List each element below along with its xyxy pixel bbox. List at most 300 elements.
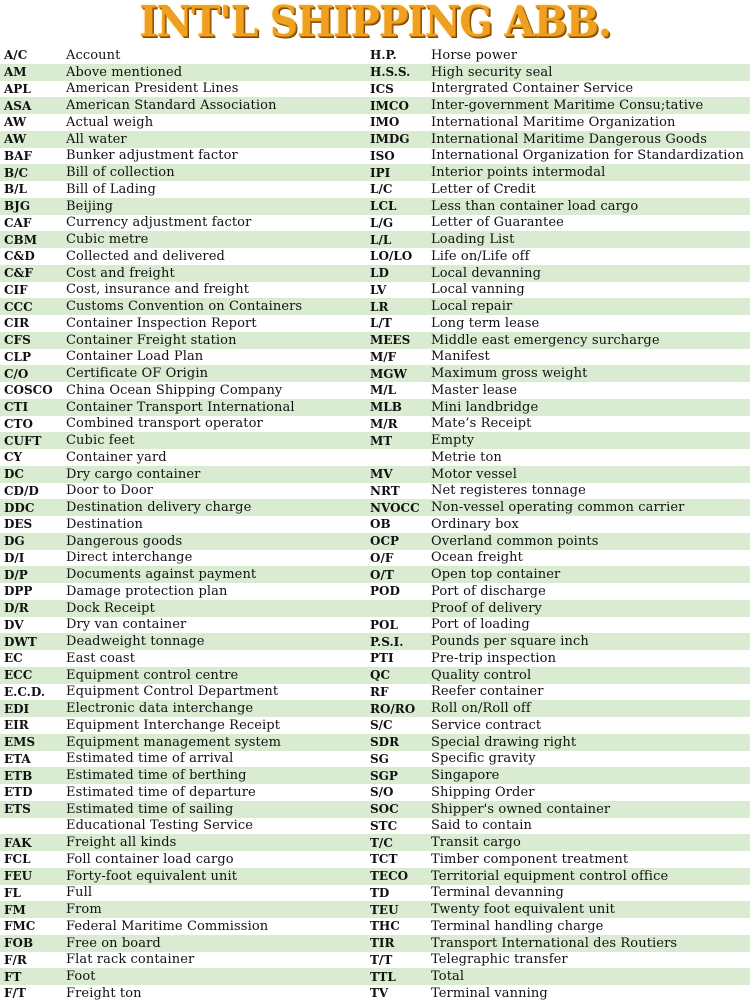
abbreviation-meaning: Horse power bbox=[431, 47, 518, 63]
abbreviation-row bbox=[366, 231, 750, 248]
abbreviation-code: POL bbox=[370, 617, 398, 632]
abbreviation-code: FMC bbox=[4, 919, 36, 934]
abbreviation-code: EC bbox=[4, 651, 23, 666]
abbreviation-row bbox=[0, 164, 374, 181]
abbreviation-code: CY bbox=[4, 450, 23, 465]
abbreviation-meaning: Account bbox=[66, 47, 121, 63]
abbreviation-row bbox=[366, 114, 750, 131]
abbreviation-code: CD/D bbox=[4, 483, 39, 498]
abbreviation-meaning: Dock Receipt bbox=[66, 600, 155, 616]
abbreviation-meaning: Roll on/Roll off bbox=[431, 701, 531, 717]
abbreviation-meaning: Freight ton bbox=[66, 985, 142, 1001]
abbreviation-meaning: Customs Convention on Containers bbox=[66, 299, 303, 315]
abbreviation-meaning: International Maritime Organization bbox=[431, 114, 676, 130]
abbreviation-row bbox=[0, 633, 374, 650]
abbreviation-row bbox=[0, 248, 374, 265]
abbreviation-meaning: American Standard Association bbox=[66, 98, 277, 114]
abbreviation-meaning: Forty-foot equivalent unit bbox=[66, 868, 238, 884]
abbreviation-meaning: Federal Maritime Commission bbox=[66, 918, 269, 934]
abbreviation-code: TECO bbox=[370, 869, 409, 884]
abbreviation-code: CIR bbox=[4, 316, 30, 331]
abbreviation-meaning: Ocean freight bbox=[431, 550, 523, 566]
abbreviation-code: L/C bbox=[370, 182, 393, 197]
abbreviation-code: FAK bbox=[4, 835, 32, 850]
abbreviation-code: CTO bbox=[4, 416, 33, 431]
abbreviation-meaning: Cubic metre bbox=[66, 232, 149, 248]
abbreviation-code: DC bbox=[4, 467, 24, 482]
abbreviation-meaning: Bunker adjustment factor bbox=[66, 148, 238, 164]
abbreviation-code: OCP bbox=[370, 534, 400, 549]
abbreviation-meaning: Collected and delivered bbox=[66, 248, 225, 264]
abbreviation-row bbox=[366, 382, 750, 399]
abbreviation-meaning: Transit cargo bbox=[431, 835, 521, 851]
abbreviation-code: M/F bbox=[370, 349, 397, 364]
abbreviation-code: NRT bbox=[370, 483, 400, 498]
abbreviation-code: OB bbox=[370, 517, 391, 532]
abbreviation-row bbox=[366, 700, 750, 717]
abbreviation-meaning: Dry van container bbox=[66, 617, 187, 633]
abbreviation-code: LD bbox=[370, 266, 389, 281]
abbreviation-code: PTI bbox=[370, 651, 394, 666]
abbreviation-code: C&F bbox=[4, 266, 33, 281]
abbreviation-row bbox=[0, 114, 374, 131]
abbreviation-meaning: From bbox=[66, 902, 102, 918]
abbreviation-row bbox=[0, 315, 374, 332]
abbreviation-row bbox=[0, 47, 374, 64]
abbreviation-meaning: Flat rack container bbox=[66, 952, 195, 968]
abbreviation-meaning: Shipping Order bbox=[431, 784, 535, 800]
abbreviation-code: D/R bbox=[4, 601, 29, 616]
abbreviation-meaning: Timber component treatment bbox=[431, 851, 629, 867]
abbreviation-code: H.S.S. bbox=[370, 65, 411, 80]
abbreviation-meaning: Proof of delivery bbox=[431, 600, 542, 616]
abbreviation-code: MEES bbox=[370, 333, 411, 348]
abbreviation-meaning: Terminal devanning bbox=[431, 885, 564, 901]
abbreviation-code: E.C.D. bbox=[4, 684, 45, 699]
abbreviation-row bbox=[366, 248, 750, 265]
abbreviation-row bbox=[366, 81, 750, 98]
abbreviation-row bbox=[0, 399, 374, 416]
abbreviation-meaning: Foll container load cargo bbox=[66, 851, 234, 867]
abbreviation-meaning: Currency adjustment factor bbox=[66, 215, 252, 231]
abbreviation-code: S/O bbox=[370, 785, 394, 800]
abbreviation-meaning: Quality control bbox=[431, 667, 532, 683]
abbreviation-code: ICS bbox=[370, 81, 394, 96]
abbreviation-code: SGP bbox=[370, 768, 398, 783]
abbreviation-row bbox=[366, 97, 750, 114]
abbreviation-code: BJG bbox=[4, 199, 31, 214]
abbreviation-code: STC bbox=[370, 818, 398, 833]
abbreviation-row bbox=[0, 416, 374, 433]
abbreviation-row bbox=[366, 64, 750, 81]
abbreviation-meaning: Letter of Credit bbox=[431, 181, 536, 197]
abbreviation-row bbox=[0, 466, 374, 483]
abbreviation-meaning: Estimated time of sailing bbox=[66, 801, 234, 817]
abbreviation-meaning: Manifest bbox=[431, 349, 490, 365]
abbreviation-meaning: Life on/Life off bbox=[431, 248, 530, 264]
abbreviation-row bbox=[0, 332, 374, 349]
abbreviation-meaning: Transport International des Routiers bbox=[431, 935, 678, 951]
abbreviation-row bbox=[0, 767, 374, 784]
abbreviation-code: SG bbox=[370, 751, 389, 766]
abbreviation-meaning: Specific gravity bbox=[431, 751, 536, 767]
abbreviation-code: BAF bbox=[4, 148, 32, 163]
abbreviation-row bbox=[0, 432, 374, 449]
abbreviation-row bbox=[0, 282, 374, 299]
abbreviation-meaning: Electronic data interchange bbox=[66, 701, 254, 717]
abbreviation-code: TD bbox=[370, 885, 390, 900]
abbreviation-row bbox=[0, 751, 374, 768]
abbreviation-code: COSCO bbox=[4, 383, 53, 398]
abbreviation-row bbox=[0, 885, 374, 902]
abbreviation-row bbox=[0, 583, 374, 600]
abbreviation-row bbox=[366, 332, 750, 349]
abbreviation-meaning: American President Lines bbox=[66, 81, 239, 97]
abbreviation-code: DDC bbox=[4, 500, 35, 515]
abbreviation-code: CAF bbox=[4, 215, 32, 230]
abbreviation-code: FM bbox=[4, 902, 26, 917]
abbreviation-row bbox=[366, 298, 750, 315]
abbreviation-code: MGW bbox=[370, 366, 408, 381]
abbreviation-code: SOC bbox=[370, 802, 399, 817]
abbreviation-meaning: Cubic feet bbox=[66, 433, 135, 449]
abbreviation-meaning: Full bbox=[66, 885, 93, 901]
abbreviation-code: FL bbox=[4, 885, 21, 900]
abbreviation-meaning: Container Inspection Report bbox=[66, 315, 257, 331]
abbreviation-row bbox=[0, 148, 374, 165]
abbreviation-code: T/C bbox=[370, 835, 393, 850]
abbreviation-code: CBM bbox=[4, 232, 37, 247]
abbreviation-code: POD bbox=[370, 584, 400, 599]
abbreviation-code: T/T bbox=[370, 952, 393, 967]
abbreviation-row bbox=[0, 784, 374, 801]
abbreviation-code: ISO bbox=[370, 148, 395, 163]
abbreviation-code: CIF bbox=[4, 282, 28, 297]
abbreviation-meaning: Empty bbox=[431, 433, 475, 449]
abbreviation-code: MT bbox=[370, 433, 393, 448]
abbreviation-meaning: Shipper's owned container bbox=[431, 801, 611, 817]
abbreviation-code: P.S.I. bbox=[370, 634, 404, 649]
abbreviation-code: O/T bbox=[370, 567, 394, 582]
abbreviation-meaning: Estimated time of berthing bbox=[66, 768, 247, 784]
abbreviation-code: FEU bbox=[4, 869, 33, 884]
abbreviation-meaning: Motor vessel bbox=[431, 466, 517, 482]
abbreviation-code: AM bbox=[4, 65, 27, 80]
abbreviation-meaning: Overland common points bbox=[431, 533, 599, 549]
abbreviation-meaning: Pounds per square inch bbox=[431, 634, 589, 650]
abbreviation-row bbox=[0, 483, 374, 500]
abbreviation-row bbox=[0, 600, 374, 617]
abbreviation-meaning: Port of discharge bbox=[431, 583, 546, 599]
abbreviation-row bbox=[0, 818, 374, 835]
abbreviation-meaning: Local devanning bbox=[431, 265, 541, 281]
abbreviation-row bbox=[0, 650, 374, 667]
abbreviation-row bbox=[0, 617, 374, 634]
abbreviation-meaning: Open top container bbox=[431, 567, 561, 583]
abbreviation-code: SDR bbox=[370, 735, 400, 750]
abbreviation-row bbox=[0, 181, 374, 198]
abbreviation-meaning: International Maritime Dangerous Goods bbox=[431, 131, 707, 147]
abbreviation-row bbox=[366, 566, 750, 583]
abbreviation-code: L/G bbox=[370, 215, 394, 230]
abbreviation-row bbox=[366, 516, 750, 533]
abbreviation-meaning: Bill of collection bbox=[66, 165, 175, 181]
abbreviation-meaning: Port of loading bbox=[431, 617, 530, 633]
abbreviation-meaning: Terminal vanning bbox=[431, 985, 548, 1001]
abbreviation-row bbox=[366, 851, 750, 868]
abbreviation-row bbox=[0, 215, 374, 232]
abbreviation-meaning: Door to Door bbox=[66, 483, 154, 499]
abbreviation-meaning: Non-vessel operating common carrier bbox=[431, 500, 685, 516]
abbreviation-row bbox=[366, 633, 750, 650]
abbreviation-row bbox=[366, 918, 750, 935]
abbreviation-code: L/T bbox=[370, 316, 392, 331]
abbreviation-row bbox=[366, 533, 750, 550]
abbreviation-meaning: International Organization for Standardization bbox=[431, 148, 744, 164]
abbreviation-meaning: All water bbox=[66, 131, 127, 147]
abbreviation-code: O/F bbox=[370, 550, 394, 565]
abbreviation-row bbox=[366, 968, 750, 985]
abbreviation-row bbox=[0, 667, 374, 684]
abbreviation-row bbox=[0, 801, 374, 818]
abbreviation-code: IPI bbox=[370, 165, 391, 180]
abbreviation-meaning: Less than container load cargo bbox=[431, 198, 639, 214]
abbreviation-row bbox=[366, 734, 750, 751]
abbreviation-meaning: Middle east emergency surcharge bbox=[431, 332, 660, 348]
abbreviation-row bbox=[0, 834, 374, 851]
abbreviation-code: CUFT bbox=[4, 433, 42, 448]
abbreviation-meaning: Local vanning bbox=[431, 282, 525, 298]
abbreviation-meaning: Reefer container bbox=[431, 684, 544, 700]
abbreviation-code: QC bbox=[370, 668, 391, 683]
abbreviation-code: NVOCC bbox=[370, 500, 420, 515]
abbreviation-code: LO/LO bbox=[370, 249, 413, 264]
abbreviation-code: MLB bbox=[370, 400, 402, 415]
abbreviation-row bbox=[366, 399, 750, 416]
abbreviation-row bbox=[366, 985, 750, 1002]
abbreviation-code: M/R bbox=[370, 416, 398, 431]
abbreviation-row bbox=[0, 851, 374, 868]
abbreviation-meaning: Service contract bbox=[431, 717, 542, 733]
abbreviation-code: D/P bbox=[4, 567, 28, 582]
abbreviation-meaning: Estimated time of arrival bbox=[66, 751, 234, 767]
abbreviation-meaning: Mini landbridge bbox=[431, 399, 539, 415]
abbreviation-code: ETA bbox=[4, 751, 31, 766]
abbreviation-row bbox=[366, 868, 750, 885]
abbreviation-row bbox=[366, 432, 750, 449]
abbreviation-meaning: Pre-trip inspection bbox=[431, 650, 557, 666]
abbreviation-row bbox=[366, 667, 750, 684]
abbreviation-row bbox=[366, 784, 750, 801]
abbreviation-row bbox=[366, 550, 750, 567]
abbreviation-code: DPP bbox=[4, 584, 33, 599]
abbreviation-code: THC bbox=[370, 919, 400, 934]
abbreviation-row bbox=[366, 265, 750, 282]
abbreviation-meaning: Inter-government Maritime Consu;tative bbox=[431, 98, 704, 114]
abbreviation-row bbox=[0, 985, 374, 1002]
abbreviation-meaning: Terminal handling charge bbox=[431, 918, 604, 934]
abbreviation-code: AW bbox=[4, 132, 27, 147]
abbreviation-row bbox=[366, 47, 750, 64]
abbreviation-row bbox=[366, 885, 750, 902]
abbreviation-meaning: Foot bbox=[66, 969, 96, 985]
abbreviation-code: IMCO bbox=[370, 98, 409, 113]
abbreviation-code: A/C bbox=[4, 48, 28, 63]
abbreviation-code: ECC bbox=[4, 668, 33, 683]
abbreviation-code: IMO bbox=[370, 115, 400, 130]
abbreviation-row bbox=[0, 349, 374, 366]
left-abbreviation-column bbox=[0, 47, 374, 1002]
abbreviation-row bbox=[366, 198, 750, 215]
abbreviation-row bbox=[366, 801, 750, 818]
abbreviation-meaning: Cost, insurance and freight bbox=[66, 282, 250, 298]
abbreviation-row bbox=[0, 968, 374, 985]
abbreviation-code: TCT bbox=[370, 852, 398, 867]
abbreviation-code: RF bbox=[370, 684, 389, 699]
abbreviation-meaning: Damage protection plan bbox=[66, 583, 228, 599]
abbreviation-meaning: Beijing bbox=[66, 198, 113, 214]
abbreviation-code: F/T bbox=[4, 986, 26, 1001]
abbreviation-row bbox=[0, 533, 374, 550]
abbreviation-row bbox=[0, 700, 374, 717]
abbreviation-meaning: Equipment Interchange Receipt bbox=[66, 717, 281, 733]
abbreviation-meaning: Singapore bbox=[431, 768, 500, 784]
abbreviation-code: LV bbox=[370, 282, 387, 297]
abbreviation-code: H.P. bbox=[370, 48, 397, 63]
abbreviation-meaning: Destination delivery charge bbox=[66, 500, 252, 516]
abbreviation-code: FCL bbox=[4, 852, 31, 867]
abbreviation-code: IMDG bbox=[370, 132, 410, 147]
abbreviation-code: DWT bbox=[4, 634, 37, 649]
abbreviation-meaning: Documents against payment bbox=[66, 567, 257, 583]
abbreviation-meaning: Freight all kinds bbox=[66, 835, 177, 851]
abbreviation-meaning: Interior points intermodal bbox=[431, 165, 606, 181]
abbreviation-row bbox=[366, 767, 750, 784]
abbreviation-meaning: Actual weigh bbox=[66, 114, 154, 130]
abbreviation-meaning: Free on board bbox=[66, 935, 161, 951]
abbreviation-row bbox=[0, 298, 374, 315]
abbreviation-row bbox=[366, 483, 750, 500]
abbreviation-row bbox=[366, 449, 750, 466]
abbreviation-code: EMS bbox=[4, 735, 36, 750]
abbreviation-meaning: East coast bbox=[66, 650, 136, 666]
abbreviation-code: LCL bbox=[370, 199, 397, 214]
abbreviation-code: M/L bbox=[370, 383, 397, 398]
abbreviation-code: MV bbox=[370, 467, 393, 482]
abbreviation-row bbox=[366, 215, 750, 232]
abbreviation-meaning: Master lease bbox=[431, 382, 518, 398]
abbreviation-meaning: Said to contain bbox=[431, 818, 532, 834]
abbreviation-code: F/R bbox=[4, 952, 27, 967]
abbreviation-meaning: Territorial equipment control office bbox=[431, 868, 669, 884]
abbreviation-code: S/C bbox=[370, 718, 393, 733]
abbreviation-code: D/I bbox=[4, 550, 25, 565]
abbreviation-row bbox=[366, 315, 750, 332]
abbreviation-code: FT bbox=[4, 969, 22, 984]
abbreviation-meaning: Letter of Guarantee bbox=[431, 215, 564, 231]
abbreviation-code: L/L bbox=[370, 232, 392, 247]
abbreviation-meaning: Above mentioned bbox=[66, 64, 183, 80]
abbreviation-row bbox=[366, 131, 750, 148]
abbreviation-row bbox=[366, 282, 750, 299]
abbreviation-meaning: Container Transport International bbox=[66, 399, 295, 415]
abbreviation-row bbox=[0, 566, 374, 583]
abbreviation-code: FOB bbox=[4, 936, 34, 951]
abbreviation-meaning: Dry cargo container bbox=[66, 466, 201, 482]
abbreviation-row bbox=[0, 81, 374, 98]
abbreviation-meaning: Bill of Lading bbox=[66, 181, 156, 197]
abbreviation-row bbox=[366, 717, 750, 734]
abbreviation-code: CFS bbox=[4, 333, 31, 348]
abbreviation-meaning: Mate’s Receipt bbox=[431, 416, 532, 432]
abbreviation-code: DES bbox=[4, 517, 33, 532]
abbreviation-row bbox=[0, 499, 374, 516]
abbreviation-row bbox=[0, 868, 374, 885]
abbreviation-meaning: Maximum gross weight bbox=[431, 366, 588, 382]
abbreviation-row bbox=[366, 901, 750, 918]
abbreviation-meaning: Combined transport operator bbox=[66, 416, 263, 432]
abbreviation-row bbox=[366, 650, 750, 667]
abbreviation-row bbox=[0, 198, 374, 215]
abbreviation-code: C/O bbox=[4, 366, 29, 381]
abbreviation-row bbox=[0, 64, 374, 81]
abbreviation-row bbox=[0, 265, 374, 282]
abbreviation-row bbox=[0, 97, 374, 114]
abbreviation-meaning: Cost and freight bbox=[66, 265, 175, 281]
abbreviation-meaning: Total bbox=[431, 969, 465, 985]
abbreviation-code: LR bbox=[370, 299, 389, 314]
abbreviation-row bbox=[366, 583, 750, 600]
abbreviation-meaning: Loading List bbox=[431, 232, 515, 248]
abbreviation-row bbox=[366, 349, 750, 366]
abbreviation-meaning: Special drawing right bbox=[431, 734, 577, 750]
abbreviation-row bbox=[0, 382, 374, 399]
abbreviation-meaning: Equipment management system bbox=[66, 734, 282, 750]
abbreviation-meaning: Certificate OF Origin bbox=[66, 366, 209, 382]
abbreviation-row bbox=[0, 365, 374, 382]
abbreviation-meaning: Ordinary box bbox=[431, 516, 519, 532]
abbreviation-row bbox=[366, 181, 750, 198]
abbreviation-row bbox=[0, 131, 374, 148]
abbreviation-meaning: Equipment Control Department bbox=[66, 684, 279, 700]
abbreviation-row bbox=[366, 148, 750, 165]
abbreviation-meaning: Long term lease bbox=[431, 315, 540, 331]
abbreviation-code: ETS bbox=[4, 802, 31, 817]
abbreviation-meaning: Dangerous goods bbox=[66, 533, 183, 549]
abbreviation-code: C&D bbox=[4, 249, 35, 264]
abbreviation-meaning: Container yard bbox=[66, 449, 167, 465]
abbreviation-row bbox=[366, 617, 750, 634]
abbreviation-code: TV bbox=[370, 986, 389, 1001]
abbreviation-row bbox=[366, 952, 750, 969]
abbreviation-row bbox=[0, 734, 374, 751]
abbreviation-row bbox=[366, 684, 750, 701]
abbreviation-code: TEU bbox=[370, 902, 399, 917]
abbreviation-code: AW bbox=[4, 115, 27, 130]
abbreviation-row bbox=[366, 466, 750, 483]
abbreviation-code: DG bbox=[4, 534, 25, 549]
abbreviation-code: B/C bbox=[4, 165, 29, 180]
abbreviation-row bbox=[0, 935, 374, 952]
abbreviation-row bbox=[366, 499, 750, 516]
abbreviation-code: ETB bbox=[4, 768, 33, 783]
right-abbreviation-column bbox=[366, 47, 750, 1002]
abbreviation-row bbox=[0, 684, 374, 701]
abbreviation-code: RO/RO bbox=[370, 701, 416, 716]
abbreviation-row bbox=[366, 751, 750, 768]
abbreviation-row bbox=[0, 918, 374, 935]
abbreviation-meaning: Net registeres tonnage bbox=[431, 483, 586, 499]
